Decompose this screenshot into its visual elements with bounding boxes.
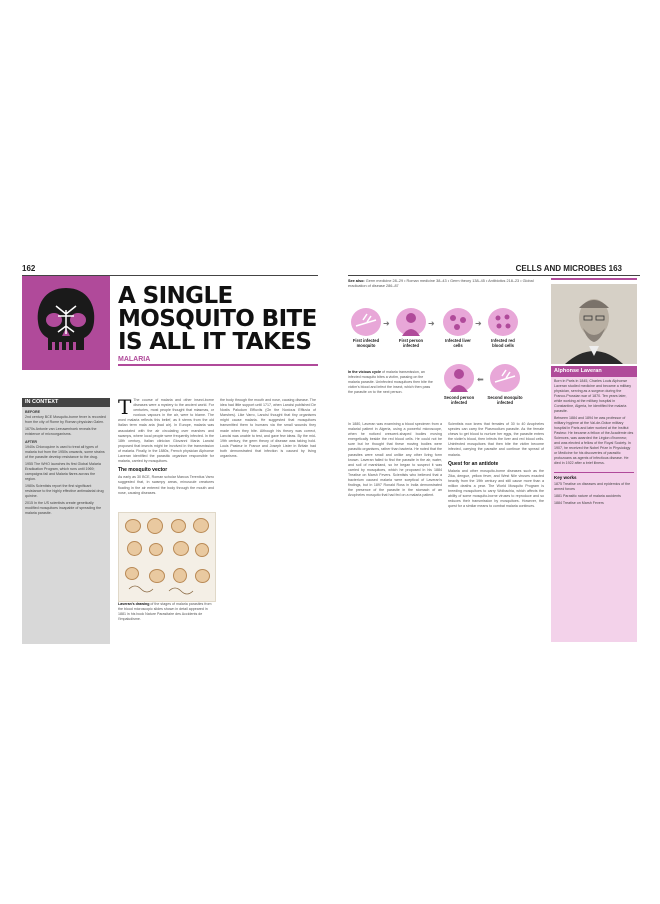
body-column-3 <box>348 422 442 640</box>
bio-name: Alphonse Laveran <box>551 366 637 377</box>
header-rule-right <box>348 275 640 276</box>
body-text: Malaria and other mosquito-borne diseases such as the Zika, dengue, yellow fever, and West Nile viruses exacted heavily from the 19th century and still cause more than a million deaths a year. The World Mosquito Program is breeding mosquitoes to carry Wolbachia, which affects the ability of some mosquito-borne viruses to reproduce and so reduces their transmission by mosquitoes. However, the quest for a similar means to combat malaria continues. <box>448 468 544 509</box>
in-context-heading: IN CONTEXT <box>22 398 110 407</box>
drawing-caption: Laveran's drawing of the stages of malaria parasites from the blood microscopic slides shown in detail appeared in 1881 in his book Nature Parasitaire des Accidents de l'Impaludisme. <box>118 602 212 621</box>
body-column-1 <box>118 398 214 510</box>
stage-label: First person infected <box>398 338 424 348</box>
stage-label: Second person infected <box>443 395 475 405</box>
section-heading: The mosquito vector <box>118 467 168 474</box>
context-entry: 1940s Chloroquine is used to treat all types of malaria but from the 1950s onwards, some strains of the parasite develop resistance to the drug. <box>25 445 105 459</box>
body-text: The course of malaria and other insect-borne diseases were a mystery to the ancient world. For centuries, most people thought that miasmas, or noxious vapours in the air, were to blame. The word malaria reflects this belief, as it stems from the old Italian term mala aria (bad air). In Europe, malaria was associated with the air circulating over marshes and swamps, where local people were frequently infected. In the 18th century, Italian clinician Giovanni Maria Lancisi proposed that insects might be involved in the transmission of malaria. Finally, in the 1880s, French physician Alphonse Laveran identified the parasitic organism responsible for malaria, carried by mosquitoes. <box>118 398 214 464</box>
drop-cap: T <box>118 398 132 419</box>
body-text: As early as 30 BCE, Roman scholar Marcus Terentius Varro suggested that, in swampy areas, minuscule creatures floating in the air entered the body through the mouth and nose, causing diseases. <box>118 475 214 495</box>
before-label: BEFORE <box>25 410 40 414</box>
laveran-portrait <box>551 284 637 364</box>
after-label: AFTER <box>25 440 37 444</box>
biography-box <box>551 366 637 642</box>
stage-label: First infected mosquito <box>352 338 380 348</box>
stage-red-blood-cells <box>488 308 518 336</box>
body-text: In 1880, Laveran was examining a blood specimen from a malarial patient in Algeria, using a powerful microscope, when he noticed crescent-shaped bodies moving energetically beside the red blood cells. He could not be sure but he thought that these moving bodies were parasitic organisms, rather than bacteria. He noted that the parasites were small and unlike any other living form known. Laveran failed to find the parasite in the air, water, and soil of marshland, so he began to suspect it was carried by mosquitoes, which he proposed in his 1884 Treatise on Marsh Fevers. Scientists who believed that a bacterium caused malaria were sceptical of Laveran's findings, but in 1897 Ronald Ross in India demonstrated the presence of the parasite in the stomach of an Anopheles mosquito that had fed on a malaria patient. <box>348 422 442 498</box>
body-text: Scientists now knew that females of 30 to 40 Anopheles species can carry the Plasmodium parasite. As the female chews to get blood to nurture her eggs, the parasite enters the victim's blood, then infects the liver and red blood cells. Uninfected mosquitoes that then bite the victim become infected, carrying the parasite and continue the spread of malaria. <box>448 422 544 457</box>
stage-first-person <box>396 308 426 336</box>
stage-label: Second mosquito infected <box>487 395 523 405</box>
body-text: the body through the mouth and nose, causing disease. The idea had little support until 1717, when Lancisi published De Noxiis Paludum Effluviis (On the Noxious Effluvia of Marshes). Like Varro, Lancisi thought that tiny organisms might cause malaria. He suggested that mosquitoes transmitted them to humans via the small wounds they made when they bite. Although his theory was correct, Lancisi was unable to test, and gave few ideas. By the mid-19th century, the germ theory of disease was taking hold. Louis Pasteur in France and Joseph Lister in Britain had both demonstrated that infection is caused by living organisms. <box>220 398 316 459</box>
stage-second-mosquito <box>490 364 520 392</box>
bio-text: Born in Paris in 1845, Charles Louis Alphonse Laveran studied medicine and became a military physician, serving as a surgeon during the Franco-Prussian war of 1870. Ten years later, while working at the military hospital in Constantine, Algeria, he identified the malaria parasite. <box>554 379 632 413</box>
page-subject: MALARIA <box>118 356 151 363</box>
stage-second-person <box>444 364 474 392</box>
stage-first-mosquito <box>351 308 381 336</box>
key-work-item: 1875 Treatise on diseases and epidemics of the armed forces <box>554 482 631 491</box>
context-entry: 1955 The WHO launches its first Global Malaria Eradication Program, which runs until 1969; campaigns fail and Malaria flares across the region. <box>25 462 101 481</box>
key-work-item: 1881 Parasitic nature of malaria accidents <box>554 494 621 498</box>
context-entry: 1670s Antonie van Leeuwenhoek reveals the existence of microorganisms. <box>25 427 97 436</box>
key-works-heading: Key works <box>554 472 634 480</box>
cycle-caption: In the vicious cycle of malaria transmission, an infected mosquito bites a victim, passing on the malaria parasite. Uninfected mosquitoes then bite the victim's blood and infect the insect, which then pass the parasite on to the next person. <box>348 370 433 394</box>
bio-text: Between 1884 and 1894 he was professor of military hygiene at the Val-de-Grâce military hospital in Paris and later worked at the Institut Pasteur. He became a fellow of the Académie des Sciences, was awarded the Légion d'honneur, and was elected a fellow of the Royal Society. In 1907, he received the Nobel Prize in Physiology or Medicine for his discoveries of parasitic protozoans as agents of infectious disease. He died in 1922 after a brief illness. <box>554 416 634 465</box>
context-entry: 2015 In the US scientists create genetically modified mosquitoes incapable of spreading the malaria parasite. <box>25 501 102 515</box>
skull-icon-block <box>22 276 110 370</box>
in-context-sidebar <box>22 398 110 644</box>
body-column-4 <box>448 422 544 640</box>
stage-label: Infected liver cells <box>445 338 471 348</box>
skull-mosquito-icon <box>22 276 110 370</box>
key-work-item: 1884 Treatise on Marsh Fevers <box>554 501 604 505</box>
stage-liver-cells <box>443 308 473 336</box>
stage-label: Infected red blood cells <box>491 338 515 348</box>
title-rule <box>118 364 318 366</box>
context-entry: 1980s Scientists report the first significant resistance to the highly effective antimalarial drug quinine. <box>25 484 104 498</box>
arrow-icon: ➜ <box>475 319 482 328</box>
laveran-drawing <box>118 512 216 602</box>
see-also: See also: Germ medicine 28–29 • Roman medicine 38–43 • Germ theory 138–45 • Antibiotics 218–23 • Global eradication of disease 286–87 <box>348 279 534 288</box>
body-column-2 <box>220 398 316 510</box>
context-entry: 2nd century BCE Mosquito-borne fever is recorded from the city of Rome by Roman physician Galen. <box>25 415 106 424</box>
section-heading: Quest for an antidote <box>448 460 499 467</box>
page-number-left: 162 <box>22 264 36 273</box>
arrow-icon: ➜ <box>383 319 390 328</box>
page-title: A SINGLE MOSQUITO BITE IS ALL IT TAKES <box>118 283 317 355</box>
chapter-header: CELLS AND MICROBES 163 <box>515 264 622 273</box>
arrow-icon: ⬅ <box>477 375 484 384</box>
arrow-icon: ➜ <box>428 319 435 328</box>
header-band-right <box>551 278 637 280</box>
page-number-right: 163 <box>608 264 622 273</box>
